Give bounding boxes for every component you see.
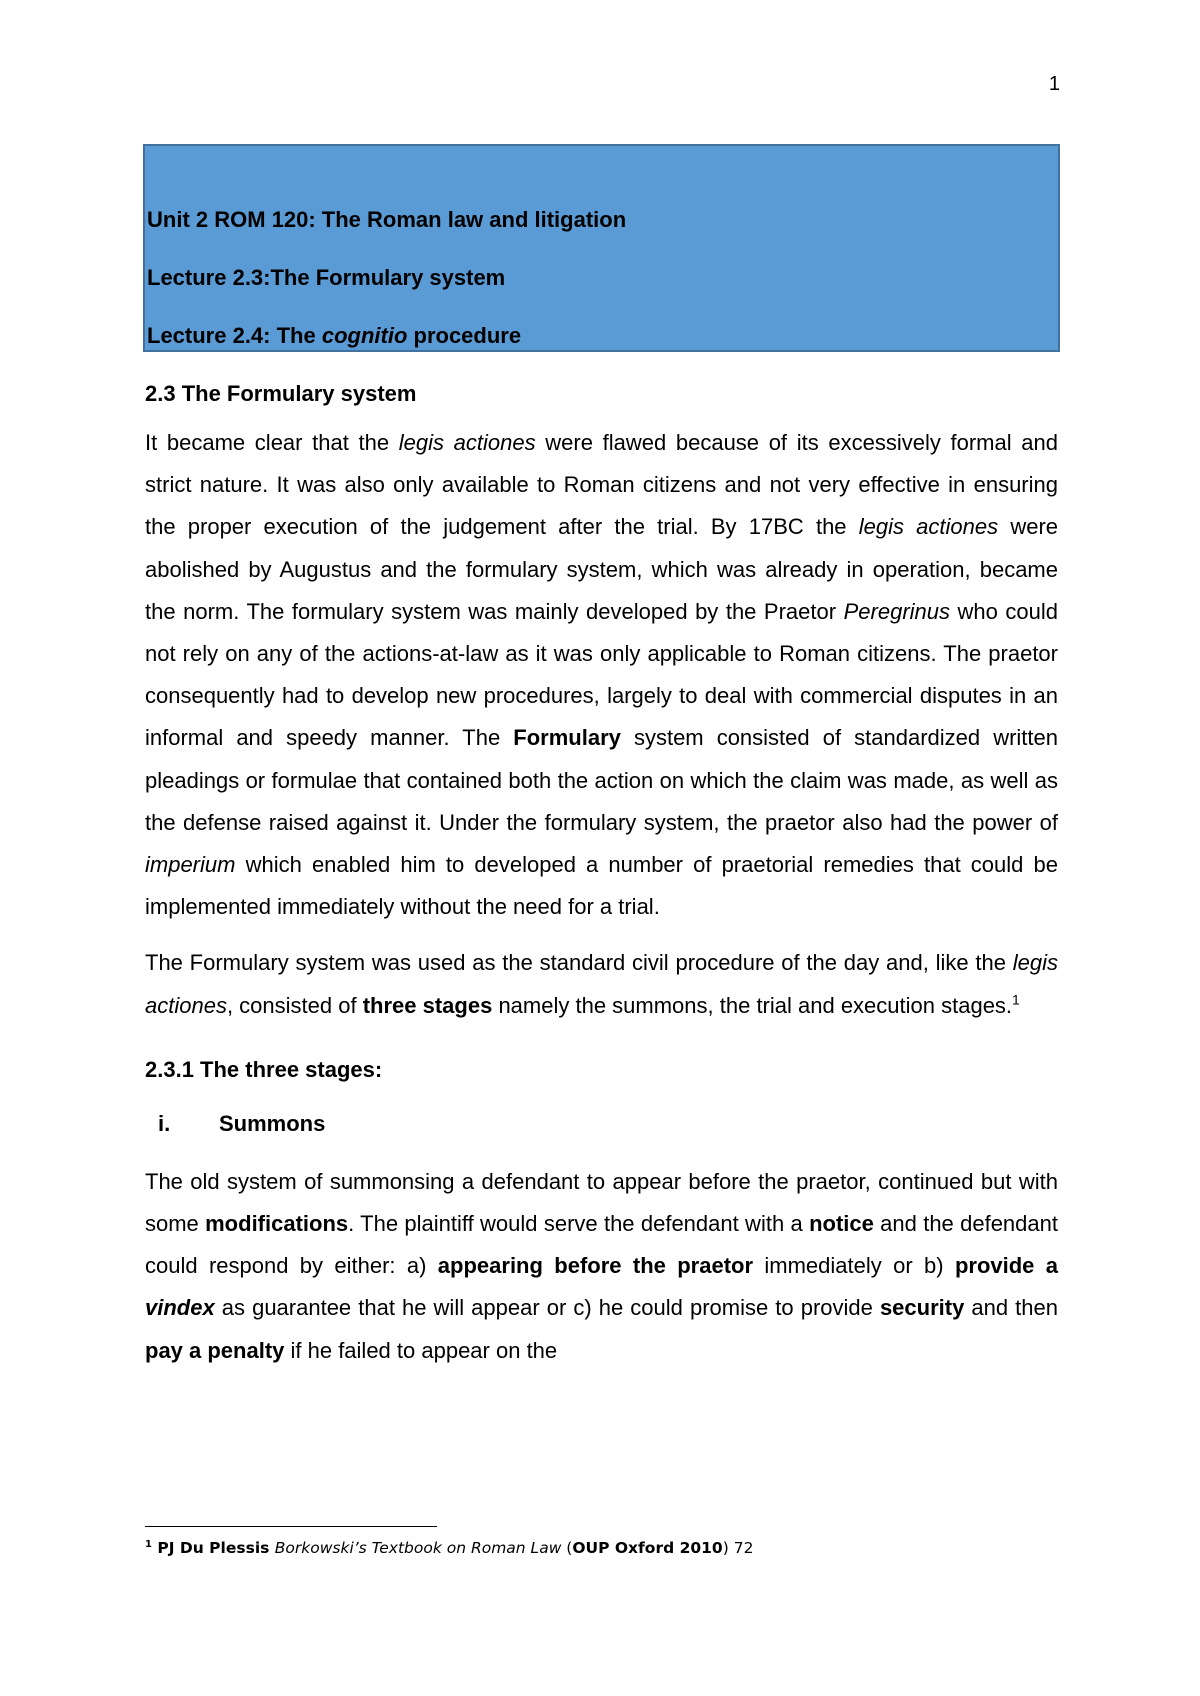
text-run: imperium <box>145 852 236 878</box>
text-run: immediately or b) <box>753 1253 955 1279</box>
text-run: legis actiones <box>145 950 1058 1018</box>
subheading-label: Summons <box>219 1110 326 1136</box>
text-run: three stages <box>362 992 493 1018</box>
text-run: . The plaintiff would serve the defendant with a <box>348 1211 810 1237</box>
footnote-separator <box>145 1526 437 1527</box>
lecture-2-4-italic: cognitio <box>321 323 408 348</box>
text-run: and then <box>964 1295 1058 1321</box>
section-heading-2-3: 2.3 The Formulary system <box>145 381 417 406</box>
text-run: security <box>879 1295 965 1321</box>
text-run: pay a penalty <box>145 1337 285 1363</box>
text-run: provide a <box>954 1253 1058 1279</box>
text-run: if he failed to appear on the <box>284 1337 558 1363</box>
footnote-ref: 1 <box>145 1538 152 1550</box>
text-run: legis actiones <box>398 430 536 455</box>
text-run: OUP Oxford 2010 <box>572 1539 723 1557</box>
text-run: legis actiones <box>858 514 999 540</box>
section-heading-2-3-1: 2.3.1 The three stages: <box>145 1056 383 1082</box>
lecture-2-3-title: Lecture 2.3:The Formulary system <box>147 265 506 290</box>
text-run: appearing before the praetor <box>437 1253 754 1279</box>
text-run: , consisted of <box>226 992 363 1018</box>
formulary-paragraph-1 <box>145 422 1058 928</box>
subheading-number: i. <box>158 1110 171 1136</box>
text-run: as guarantee that he will appear or c) he could promise to provide <box>214 1295 880 1321</box>
text-run: The Formulary system was used as the standard civil procedure of the day and, like the <box>145 950 1013 976</box>
text-run: who could not rely on any of the actions-at-law as it was only applicable to Roman citizens. The praetor consequently had to develop new procedures, largely to deal with commercial disputes in an informal and speedy manner. The <box>145 598 1058 751</box>
text-run: were flawed because of its excessively formal and strict nature. It was also only available to Roman citizens and not very effective in ensuring the proper execution of the judgement after the trial. By 17BC the <box>145 430 1058 540</box>
subheading-summons <box>145 1110 1058 1138</box>
text-run: system consisted of standardized written pleadings or formulae that contained both the action on which the claim was made, as well as the defense raised against it. Under the formulary system, the praetor also had the power of <box>145 725 1058 835</box>
text-run: modifications <box>205 1211 349 1237</box>
text-run: and the defendant could respond by either: a) <box>145 1211 1058 1279</box>
text-run: ( <box>561 1539 573 1557</box>
lecture-2-4-suffix: procedure <box>407 323 522 348</box>
text-run: ) 72 <box>722 1539 754 1557</box>
formulary-paragraph-2 <box>145 942 1058 1026</box>
page-number: 1 <box>1048 73 1060 95</box>
text-run: It became clear that the <box>145 430 399 455</box>
text-run: Borkowski’s Textbook on Roman Law <box>274 1539 562 1557</box>
text-run: which enabled him to developed a number of praetorial remedies that could be implemented immediately without the need for a trial. <box>145 852 1058 920</box>
lecture-2-4-prefix: Lecture 2.4: The <box>147 323 322 348</box>
text-run: PJ Du Plessis <box>151 1539 275 1557</box>
lecture-header-box <box>143 144 1060 352</box>
text-run: were abolished by Augustus and the formulary system, which was already in operation, became the norm. The formulary system was mainly developed by the Praetor <box>145 514 1059 624</box>
text-run: namely the summons, the trial and execution stages. <box>492 992 1013 1018</box>
footnote-ref: 1 <box>1012 991 1020 1008</box>
unit-title: Unit 2 ROM 120: The Roman law and litigation <box>147 207 627 232</box>
footnote <box>145 1537 753 1559</box>
text-run: Peregrinus <box>843 598 950 624</box>
text-run: The old system of summonsing a defendant to appear before the praetor, continued but with some <box>145 1168 1058 1237</box>
document-body <box>145 380 1058 1372</box>
summons-paragraph <box>145 1161 1058 1372</box>
text-run: notice <box>809 1211 874 1237</box>
text-run: vindex <box>145 1295 215 1321</box>
text-run: Formulary <box>513 725 621 751</box>
lecture-2-4-title <box>147 322 1058 350</box>
